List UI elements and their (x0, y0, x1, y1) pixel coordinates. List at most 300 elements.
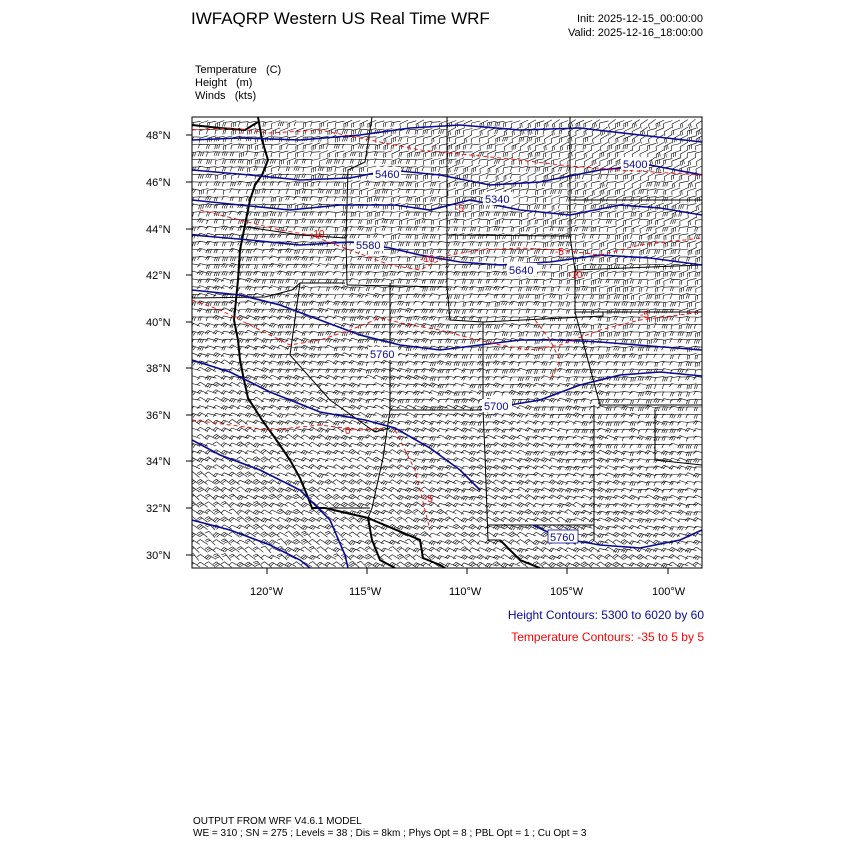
wind-barb (576, 188, 585, 195)
wind-barb (480, 165, 488, 173)
wind-barb (253, 561, 263, 568)
wind-barb (237, 503, 248, 508)
wind-barb (504, 142, 512, 151)
wind-barb (461, 555, 472, 560)
wind-barb (509, 532, 520, 537)
wind-barb (654, 302, 665, 306)
wind-barb (269, 421, 280, 425)
wind-barb (559, 218, 568, 224)
wind-barb (479, 136, 488, 142)
wind-barb (574, 354, 585, 358)
wind-barb (552, 142, 560, 151)
wind-barb (592, 188, 600, 196)
wind-barb (301, 518, 312, 523)
wind-barb (447, 197, 457, 202)
wind-barb (495, 121, 505, 127)
wind-barb (566, 234, 576, 239)
wind-barb (519, 151, 529, 157)
wind-barb (294, 122, 304, 126)
wind-barb (592, 120, 600, 129)
height-label: 5640 (509, 265, 534, 277)
wind-barb (520, 120, 528, 128)
wind-barb (318, 361, 329, 365)
wind-barb (615, 233, 624, 239)
wind-barb (605, 540, 616, 545)
wind-barb (478, 219, 488, 223)
wind-barb (431, 197, 441, 202)
wind-barb (350, 167, 360, 171)
wind-barb (640, 150, 648, 158)
wind-barb (616, 218, 624, 226)
chart-title: IWFAQRP Western US Real Time WRF (191, 9, 490, 28)
wind-barb (520, 173, 528, 181)
wind-barb (446, 369, 457, 373)
wind-barb (286, 196, 297, 200)
wind-barb (694, 399, 704, 404)
wind-barb (581, 517, 592, 522)
wind-barb (453, 510, 464, 515)
wind-barb (389, 547, 400, 553)
wind-barb (560, 121, 568, 128)
wind-barb (287, 204, 296, 210)
wind-barb (686, 422, 696, 427)
wind-barb (318, 340, 328, 344)
wind-barb (694, 482, 705, 486)
wind-barb (656, 150, 664, 159)
wind-barb (559, 129, 568, 135)
wind-barb (421, 562, 432, 567)
wind-barb (518, 257, 528, 262)
wind-barb (568, 135, 576, 143)
wind-barb (424, 136, 433, 143)
wind-barb (430, 362, 440, 366)
wind-barb (382, 257, 393, 261)
wind-barb (597, 435, 608, 440)
wind-barb (533, 532, 544, 536)
wind-barb (624, 180, 632, 189)
wind-barb (333, 554, 343, 561)
wind-barb (535, 166, 544, 172)
wind-barb (615, 286, 624, 292)
wind-barb (503, 137, 513, 142)
wind-barb (431, 159, 440, 165)
wind-barb (325, 480, 336, 485)
wind-barb (542, 182, 552, 187)
init-time: Init: 2025-12-15_00:00:00 (577, 13, 703, 25)
wind-barb (520, 181, 529, 188)
wind-barb (544, 120, 552, 128)
wind-barb (688, 157, 696, 166)
wind-barb (413, 428, 424, 433)
wind-barb (575, 181, 584, 187)
wind-barb (621, 563, 632, 566)
wind-barb (544, 218, 553, 225)
wind-barb (592, 195, 600, 202)
wind-barb (447, 136, 456, 142)
wind-barb (432, 135, 440, 143)
wind-barb (533, 472, 544, 476)
wind-barb (662, 324, 673, 328)
wind-barb (197, 367, 208, 372)
wind-barb (389, 442, 400, 447)
wind-barb (365, 547, 376, 553)
wind-barb (311, 159, 320, 165)
wind-barb (293, 375, 304, 380)
wind-barb (687, 151, 696, 157)
wind-barb (373, 502, 384, 507)
wind-barb (230, 197, 241, 201)
height-label: 5760 (370, 349, 395, 361)
wind-barb (477, 465, 488, 470)
wind-barb (608, 151, 616, 158)
wind-barb (326, 264, 337, 268)
wind-barb (317, 375, 328, 379)
wind-barb (270, 234, 281, 238)
wind-barb (637, 451, 648, 455)
wind-barb (470, 264, 481, 268)
wind-barb (672, 158, 680, 166)
wind-barb (302, 302, 313, 306)
wind-barb (687, 257, 697, 262)
wind-barb (621, 548, 632, 553)
wind-barb (645, 406, 656, 410)
lat-label: 46°N (146, 177, 171, 189)
wind-barb (270, 339, 281, 343)
wind-barb (367, 219, 376, 225)
wind-barb (607, 234, 617, 240)
wind-barb (429, 510, 440, 514)
wind-barb (678, 519, 689, 523)
wind-barb (678, 354, 688, 359)
wind-barb (366, 414, 377, 418)
wind-barb (238, 145, 248, 149)
wind-barb (405, 503, 416, 508)
wind-barb (277, 509, 288, 515)
wind-barb (189, 525, 200, 530)
wind-barb (576, 120, 584, 128)
wind-barb (189, 494, 199, 500)
wind-barb (693, 421, 704, 425)
wind-barb (213, 465, 224, 470)
wind-barb (679, 301, 689, 307)
wind-barb (416, 181, 425, 188)
wind-barb (286, 144, 296, 149)
wind-barb (341, 517, 352, 522)
wind-barb (381, 383, 392, 387)
wind-barb (253, 353, 264, 358)
wind-barb (653, 510, 664, 515)
wind-barb (557, 376, 568, 380)
wind-barb (688, 241, 697, 248)
wind-barb (494, 286, 505, 290)
wind-barb (541, 458, 552, 463)
wind-barb (272, 128, 280, 135)
wind-barb (494, 159, 504, 164)
wind-barb (544, 196, 553, 203)
wind-barb (501, 465, 512, 470)
wind-barb (448, 127, 456, 135)
wind-barb (688, 128, 697, 135)
wind-barb (600, 188, 608, 196)
wind-barb (566, 444, 577, 448)
wind-barb (349, 449, 360, 454)
wind-barb (696, 285, 704, 292)
wind-barb (680, 120, 688, 129)
wind-barb (414, 212, 425, 216)
wind-barb (454, 182, 464, 186)
wind-barb (534, 414, 545, 419)
wind-barb (621, 465, 632, 468)
wind-barb (246, 339, 257, 343)
wind-barb (680, 195, 688, 202)
wind-barb (536, 121, 545, 128)
wind-barb (261, 487, 271, 493)
model-settings: WE = 310 ; SN = 275 ; Levels = 38 ; Dis = 8km ; Phys Opt = 8 ; PBL Opt = 1 ; Cu Opt = 3 (193, 828, 587, 839)
wind-barb (422, 414, 433, 418)
wind-barb (631, 234, 641, 239)
wind-barb (429, 398, 440, 402)
wind-barb (576, 136, 585, 143)
wind-barb (581, 398, 592, 402)
wind-barb (423, 143, 432, 149)
wind-barb (608, 135, 616, 144)
wind-barb (264, 128, 273, 135)
wind-barb (416, 136, 425, 143)
wind-barb (679, 181, 688, 187)
wind-barb (237, 487, 248, 493)
lon-label: 115°W (349, 586, 382, 598)
wind-barb (632, 293, 641, 300)
wind-barb (608, 119, 615, 128)
wind-barb (694, 376, 705, 380)
wind-barb (656, 278, 664, 285)
temperature-label: -10 (420, 254, 435, 265)
wind-barb (608, 241, 617, 248)
wind-barb (359, 196, 368, 202)
wind-barb (613, 562, 624, 567)
wind-barb (608, 188, 616, 195)
wind-barb (390, 317, 400, 322)
wind-barb (190, 204, 201, 208)
wind-barb (637, 540, 648, 544)
wind-barb (589, 554, 600, 559)
wind-barb (662, 497, 673, 501)
wind-barb (528, 180, 536, 188)
wind-barb (311, 152, 321, 157)
wind-barb (414, 249, 425, 253)
wind-barb (318, 302, 328, 307)
wind-barb (647, 211, 656, 217)
wind-barb (680, 218, 688, 225)
wind-barb (309, 532, 320, 537)
wind-barb (695, 384, 705, 389)
wind-barb (632, 188, 640, 196)
wind-barb (600, 240, 608, 247)
wind-barb (632, 180, 640, 188)
wind-barb (493, 420, 504, 425)
wind-barb (615, 294, 625, 299)
wind-barb (520, 142, 528, 151)
wind-barb (640, 233, 649, 240)
wind-barb (656, 135, 663, 144)
valid-time: Valid: 2025-12-16_18:00:00 (568, 27, 703, 39)
wind-barb (558, 436, 569, 440)
wind-barb (454, 219, 465, 223)
wind-barb (358, 129, 368, 134)
wind-barb (552, 120, 559, 129)
wind-barb (623, 173, 632, 179)
wind-barb (253, 501, 263, 507)
wind-barb (285, 531, 295, 537)
wind-barb (647, 287, 657, 292)
wind-barb (437, 481, 448, 484)
wind-barb (605, 517, 616, 522)
wind-barb (607, 256, 616, 262)
wind-barb (430, 437, 441, 441)
wind-barb (214, 324, 225, 328)
wind-barb (326, 391, 337, 395)
wind-barb (366, 384, 377, 388)
wind-barb (680, 263, 689, 270)
wind-barb (605, 450, 616, 455)
wind-barb (285, 502, 296, 507)
wind-barb (630, 467, 641, 471)
wind-barb (590, 437, 601, 441)
wind-barb (392, 188, 401, 195)
wind-barb (477, 555, 488, 560)
wind-barb (448, 188, 456, 195)
wind-barb (694, 391, 705, 395)
wind-barb (405, 525, 416, 530)
wind-barb (685, 562, 696, 567)
wind-barb (648, 128, 657, 135)
wind-barb (207, 159, 217, 164)
wind-barb (341, 502, 352, 507)
wind-barb (496, 173, 504, 181)
wind-barb (269, 494, 279, 500)
wind-barb (205, 539, 215, 545)
wind-barb (574, 197, 584, 202)
wind-barb (536, 173, 544, 180)
wind-barb (486, 414, 497, 418)
wind-barb (509, 443, 520, 448)
wind-barb (509, 390, 520, 395)
wind-barb (663, 181, 673, 187)
wind-barb (616, 241, 625, 248)
wind-barb (656, 120, 664, 128)
wind-barb (365, 503, 376, 507)
wind-barb (317, 562, 328, 567)
wind-barb (527, 136, 536, 142)
wind-barb (448, 121, 457, 128)
wind-barb (592, 271, 601, 278)
wind-barb (591, 324, 600, 330)
wind-barb (247, 143, 256, 149)
wind-barb (655, 174, 664, 180)
wind-barb (383, 234, 392, 240)
wind-barb (535, 151, 544, 157)
wind-barb (374, 152, 384, 156)
wind-barb (544, 151, 553, 158)
wind-barb (629, 354, 640, 359)
wind-barb (688, 180, 696, 189)
wind-barb (568, 120, 576, 129)
wind-barb (222, 249, 232, 254)
wind-barb (197, 413, 208, 417)
wind-barb (566, 466, 577, 470)
wind-barb (280, 128, 288, 135)
wind-barb (245, 539, 255, 545)
wind-barb (351, 189, 361, 195)
wind-barb (677, 398, 688, 402)
wind-barb (375, 143, 384, 150)
wind-barb (389, 376, 400, 380)
wind-barb (223, 122, 233, 127)
wind-barb (583, 174, 593, 179)
wind-barb (694, 324, 704, 328)
wind-barb (487, 226, 496, 232)
wind-barb (237, 442, 248, 447)
wind-barb (552, 181, 561, 188)
wind-barb (455, 188, 464, 194)
field-winds-name: Winds (195, 90, 226, 102)
wind-barb (536, 188, 545, 195)
wind-barb (501, 301, 512, 306)
wind-barb (566, 519, 577, 523)
wind-barb (693, 451, 704, 455)
wind-barb (671, 173, 680, 179)
wind-barb (536, 136, 545, 143)
wind-barb (461, 413, 472, 417)
wind-barb (229, 419, 240, 424)
wind-barb (655, 189, 665, 194)
wind-barb (415, 159, 425, 165)
wind-barb (613, 495, 624, 499)
wind-barb (663, 331, 672, 337)
wind-barb (621, 533, 632, 538)
wind-barb (517, 443, 528, 448)
wind-barb (510, 174, 520, 179)
wind-barb (583, 219, 593, 224)
wind-barb (205, 406, 216, 409)
wind-barb (349, 480, 360, 485)
field-height-name: Height (195, 77, 227, 89)
wind-barb (326, 212, 337, 216)
wind-barb (213, 548, 224, 552)
wind-barb (543, 278, 552, 285)
wind-barb (694, 339, 704, 343)
wind-barb (342, 145, 352, 149)
wind-barb (599, 286, 608, 292)
wind-barb (616, 188, 625, 195)
wind-barb (335, 151, 344, 157)
wind-barb (605, 554, 616, 559)
wind-barb (269, 480, 280, 485)
wind-barb (495, 257, 505, 262)
wind-barb (230, 152, 240, 156)
wind-barb (301, 510, 312, 513)
field-height-unit: (m) (235, 77, 253, 89)
wind-barb (477, 510, 488, 515)
wind-barb (509, 563, 520, 567)
wind-barb (632, 225, 640, 232)
wind-barb (360, 188, 369, 195)
wind-barb (479, 159, 489, 164)
lat-label: 38°N (146, 363, 171, 375)
wind-barb (695, 301, 704, 307)
wind-barb (525, 480, 536, 485)
wind-barb (640, 120, 648, 129)
